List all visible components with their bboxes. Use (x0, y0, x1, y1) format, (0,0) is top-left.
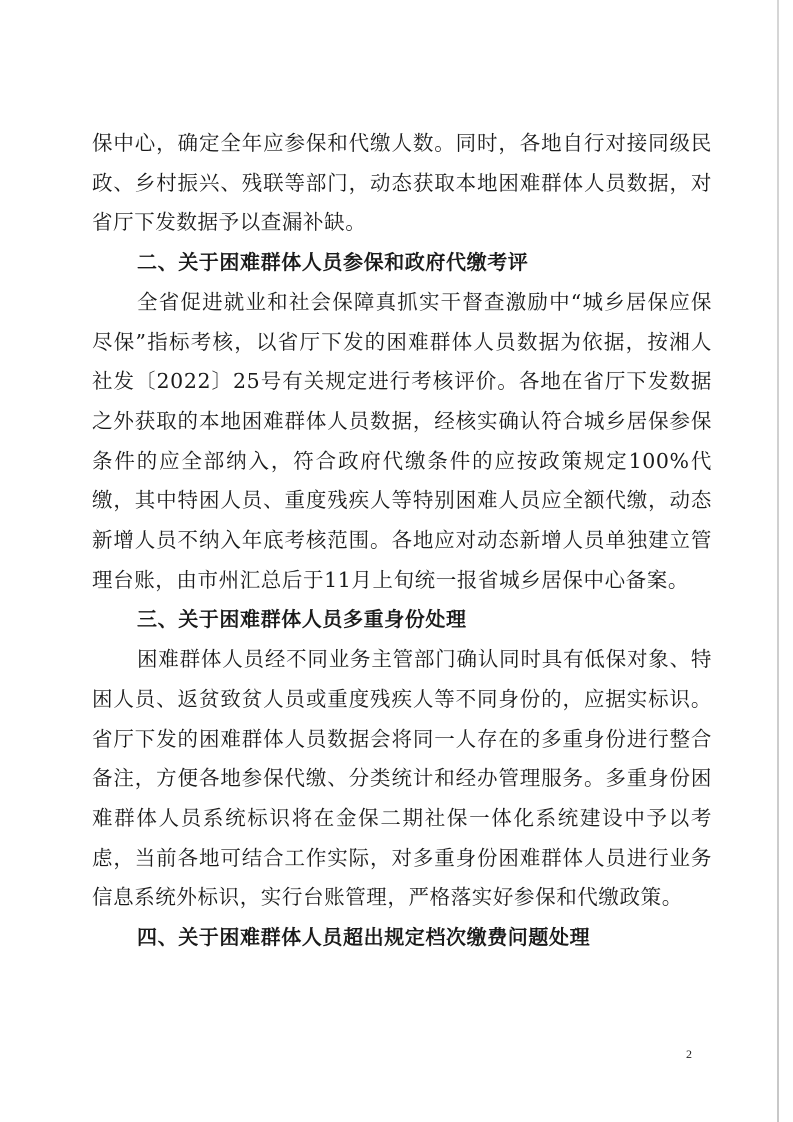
section-heading-2: 二、关于困难群体人员参保和政府代缴考评 (137, 250, 529, 275)
section-heading-4: 四、关于困难群体人员超出规定档次缴费问题处理 (137, 925, 591, 950)
page-number: 2 (686, 1047, 692, 1061)
section-heading-3: 三、关于困难群体人员多重身份处理 (137, 607, 467, 632)
paragraph-continuation: 保中心，确定全年应参保和代缴人数。同时，各地自行对接同级民政、乡村振兴、残联等部门，动态获取本地困难群体人员数据，对省厅下发数据予以查漏补缺。 (92, 131, 712, 235)
paragraph-section-3: 困难群体人员经不同业务主管部门确认同时具有低保对象、特困人员、返贫致贫人员或重度残疾人等不同身份的，应据实标识。省厅下发的困难群体人员数据会将同一人存在的多重身份进行整合备注，方便各地参保代缴、分类统计和经办管理服务。多重身份困难群体人员系统标识将在金保二期社保一体化系统建设中予以考虑，当前各地可结合工作实际，对多重身份困难群体人员进行业务信息系统外标识，实行台账管理，严格落实好参保和代缴政策。 (92, 647, 712, 910)
scan-edge-line (777, 0, 779, 1122)
paragraph-section-2: 全省促进就业和社会保障真抓实干督查激励中“城乡居保应保尽保”指标考核，以省厅下发的困难群体人员数据为依据，按湘人社发〔2022〕25号有关规定进行考核评价。各地在省厅下发数据之外获取的本地困难群体人员数据，经核实确认符合城乡居保参保条件的应全部纳入，符合政府代缴条件的应按政策规定100%代缴，其中特困人员、重度残疾人等特别困难人员应全额代缴，动态新增人员不纳入年底考核范围。各地应对动态新增人员单独建立管理台账，由市州汇总后于11月上旬统一报省城乡居保中心备案。 (92, 289, 712, 592)
document-body (92, 124, 712, 958)
